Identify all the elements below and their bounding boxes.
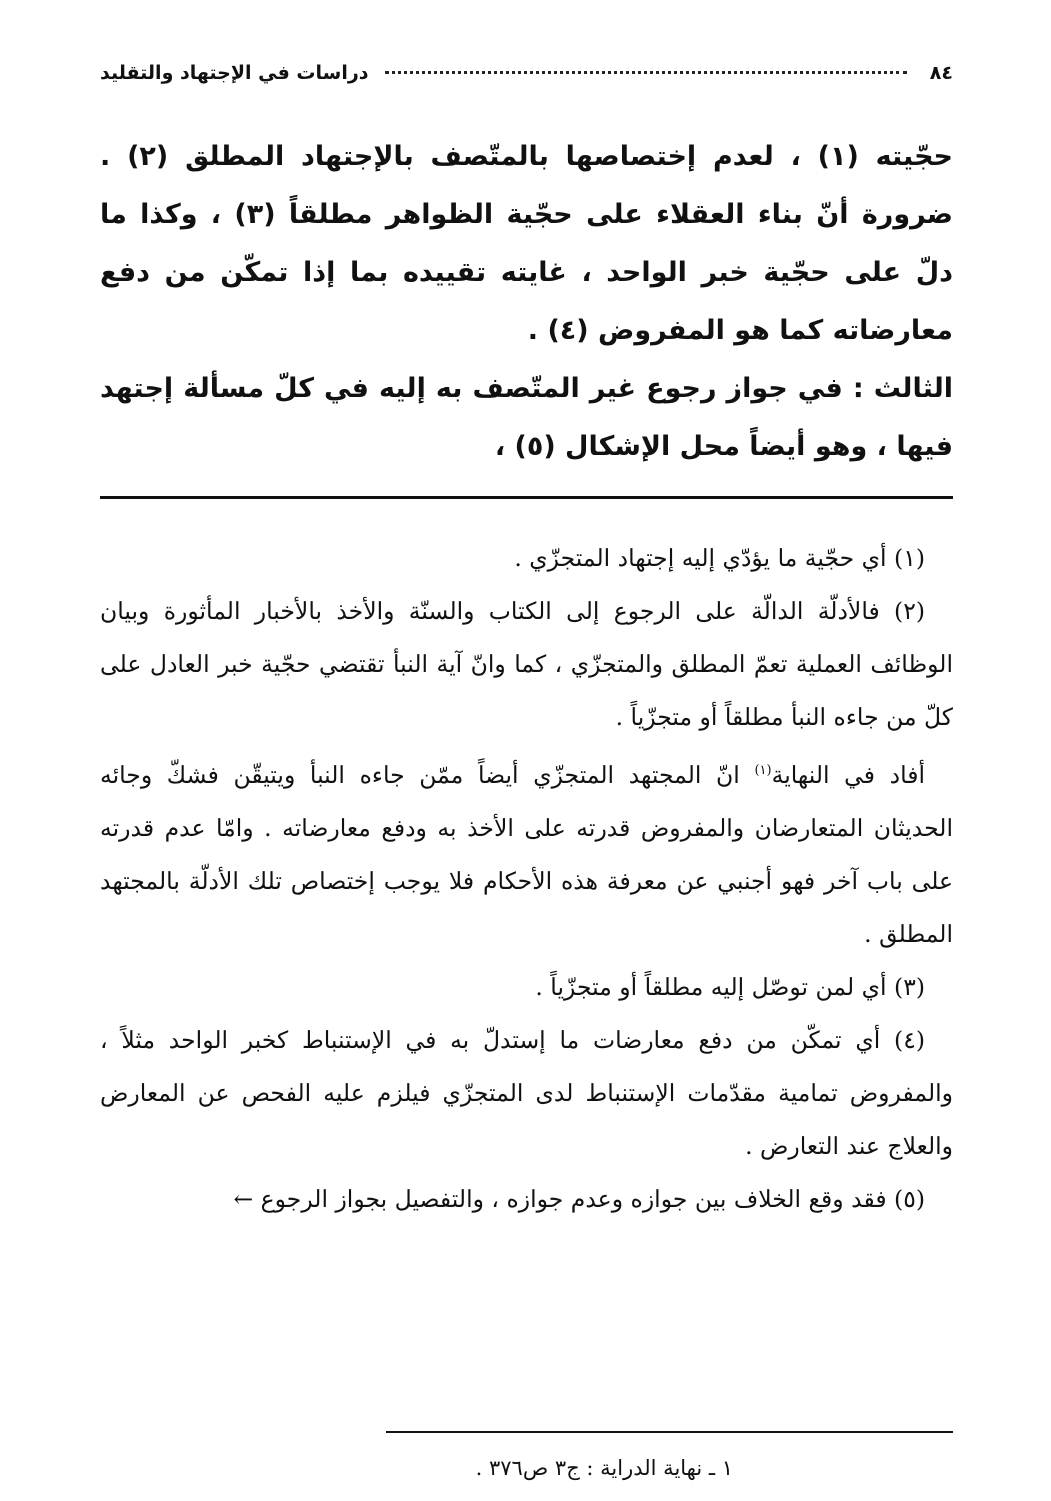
footnote-1: (١) أي حجّية ما يؤدّي إليه إجتهاد المتجزّي . — [514, 544, 925, 572]
footnote-2: (٢) فالأدلّة الدالّة على الرجوع إلى الكتاب والسنّة والأخذ بالأخبار المأثورة وبيان الوظائف العملية تعمّ المطلق والمتجزّي ، كما وانّ آية النبأ تقتضي حجّية خبر العادل على كلّ من جاءه النبأ مطلقاً أو متجزّياً . — [100, 597, 953, 731]
header-dot-leader — [385, 71, 907, 74]
reference-separator — [386, 1431, 953, 1433]
footnote-4: (٤) أي تمكّن من دفع معارضات ما إستدلّ به في الإستنباط كخبر الواحد مثلاً ، والمفروض تمامية مقدّمات الإستنباط لدى المتجزّي فيلزم عليه الفحص عن المعارض والعلاج عند التعارض . — [100, 1025, 953, 1160]
book-title: دراسات في الإجتهاد والتقليد — [100, 62, 369, 84]
footnote-5: (٥) فقد وقع الخلاف بين جوازه وعدم جوازه ، والتفصيل بجواز الرجوع ← — [233, 1184, 925, 1213]
main-paragraph-2: الثالث : في جواز رجوع غير المتّصف به إليه في كلّ مسألة إجتهد فيها ، وهو أيضاً محل الإشكال (٥) ، — [100, 373, 953, 462]
running-header — [100, 58, 953, 92]
sub-reference-marker: (١) — [754, 763, 772, 778]
footnote-separator — [100, 496, 953, 499]
main-text — [100, 128, 953, 476]
footnotes — [100, 532, 953, 1226]
footnote-2-continuation — [100, 744, 953, 961]
source-reference: ١ ـ نهاية الدراية : ج٣ ص٣٧٦ . — [475, 1456, 733, 1480]
footnote-2b-start: أفاد في النهاية — [771, 760, 925, 789]
main-paragraph-1: حجّيته (١) ، لعدم إختصاصها بالمتّصف بالإجتهاد المطلق (٢) . ضرورة أنّ بناء العقلاء على حجّية الظواهر مطلقاً (٣) ، وكذا ما دلّ على حجّية خبر الواحد ، غايته تقييده بما إذا تمكّن من دفع معارضاته كما هو المفروض (٤) . — [100, 141, 953, 346]
page-number: ٨٤ — [929, 62, 953, 84]
footnote-2b-rest: انّ المجتهد المتجزّي أيضاً ممّن جاءه النبأ ويتيقّن فشكّ وجائه الحديثان المتعارضان والمفروض قدرته على الأخذ به ودفع معارضاته . وامّا عدم قدرته على باب آخر فهو أجنبي عن معرفة هذه الأحكام فلا يوجب إختصاص تلك الأدلّة بالمجتهد المطلق . — [100, 760, 953, 948]
footnote-3: (٣) أي لمن توصّل إليه مطلقاً أو متجزّياً . — [535, 972, 925, 1001]
